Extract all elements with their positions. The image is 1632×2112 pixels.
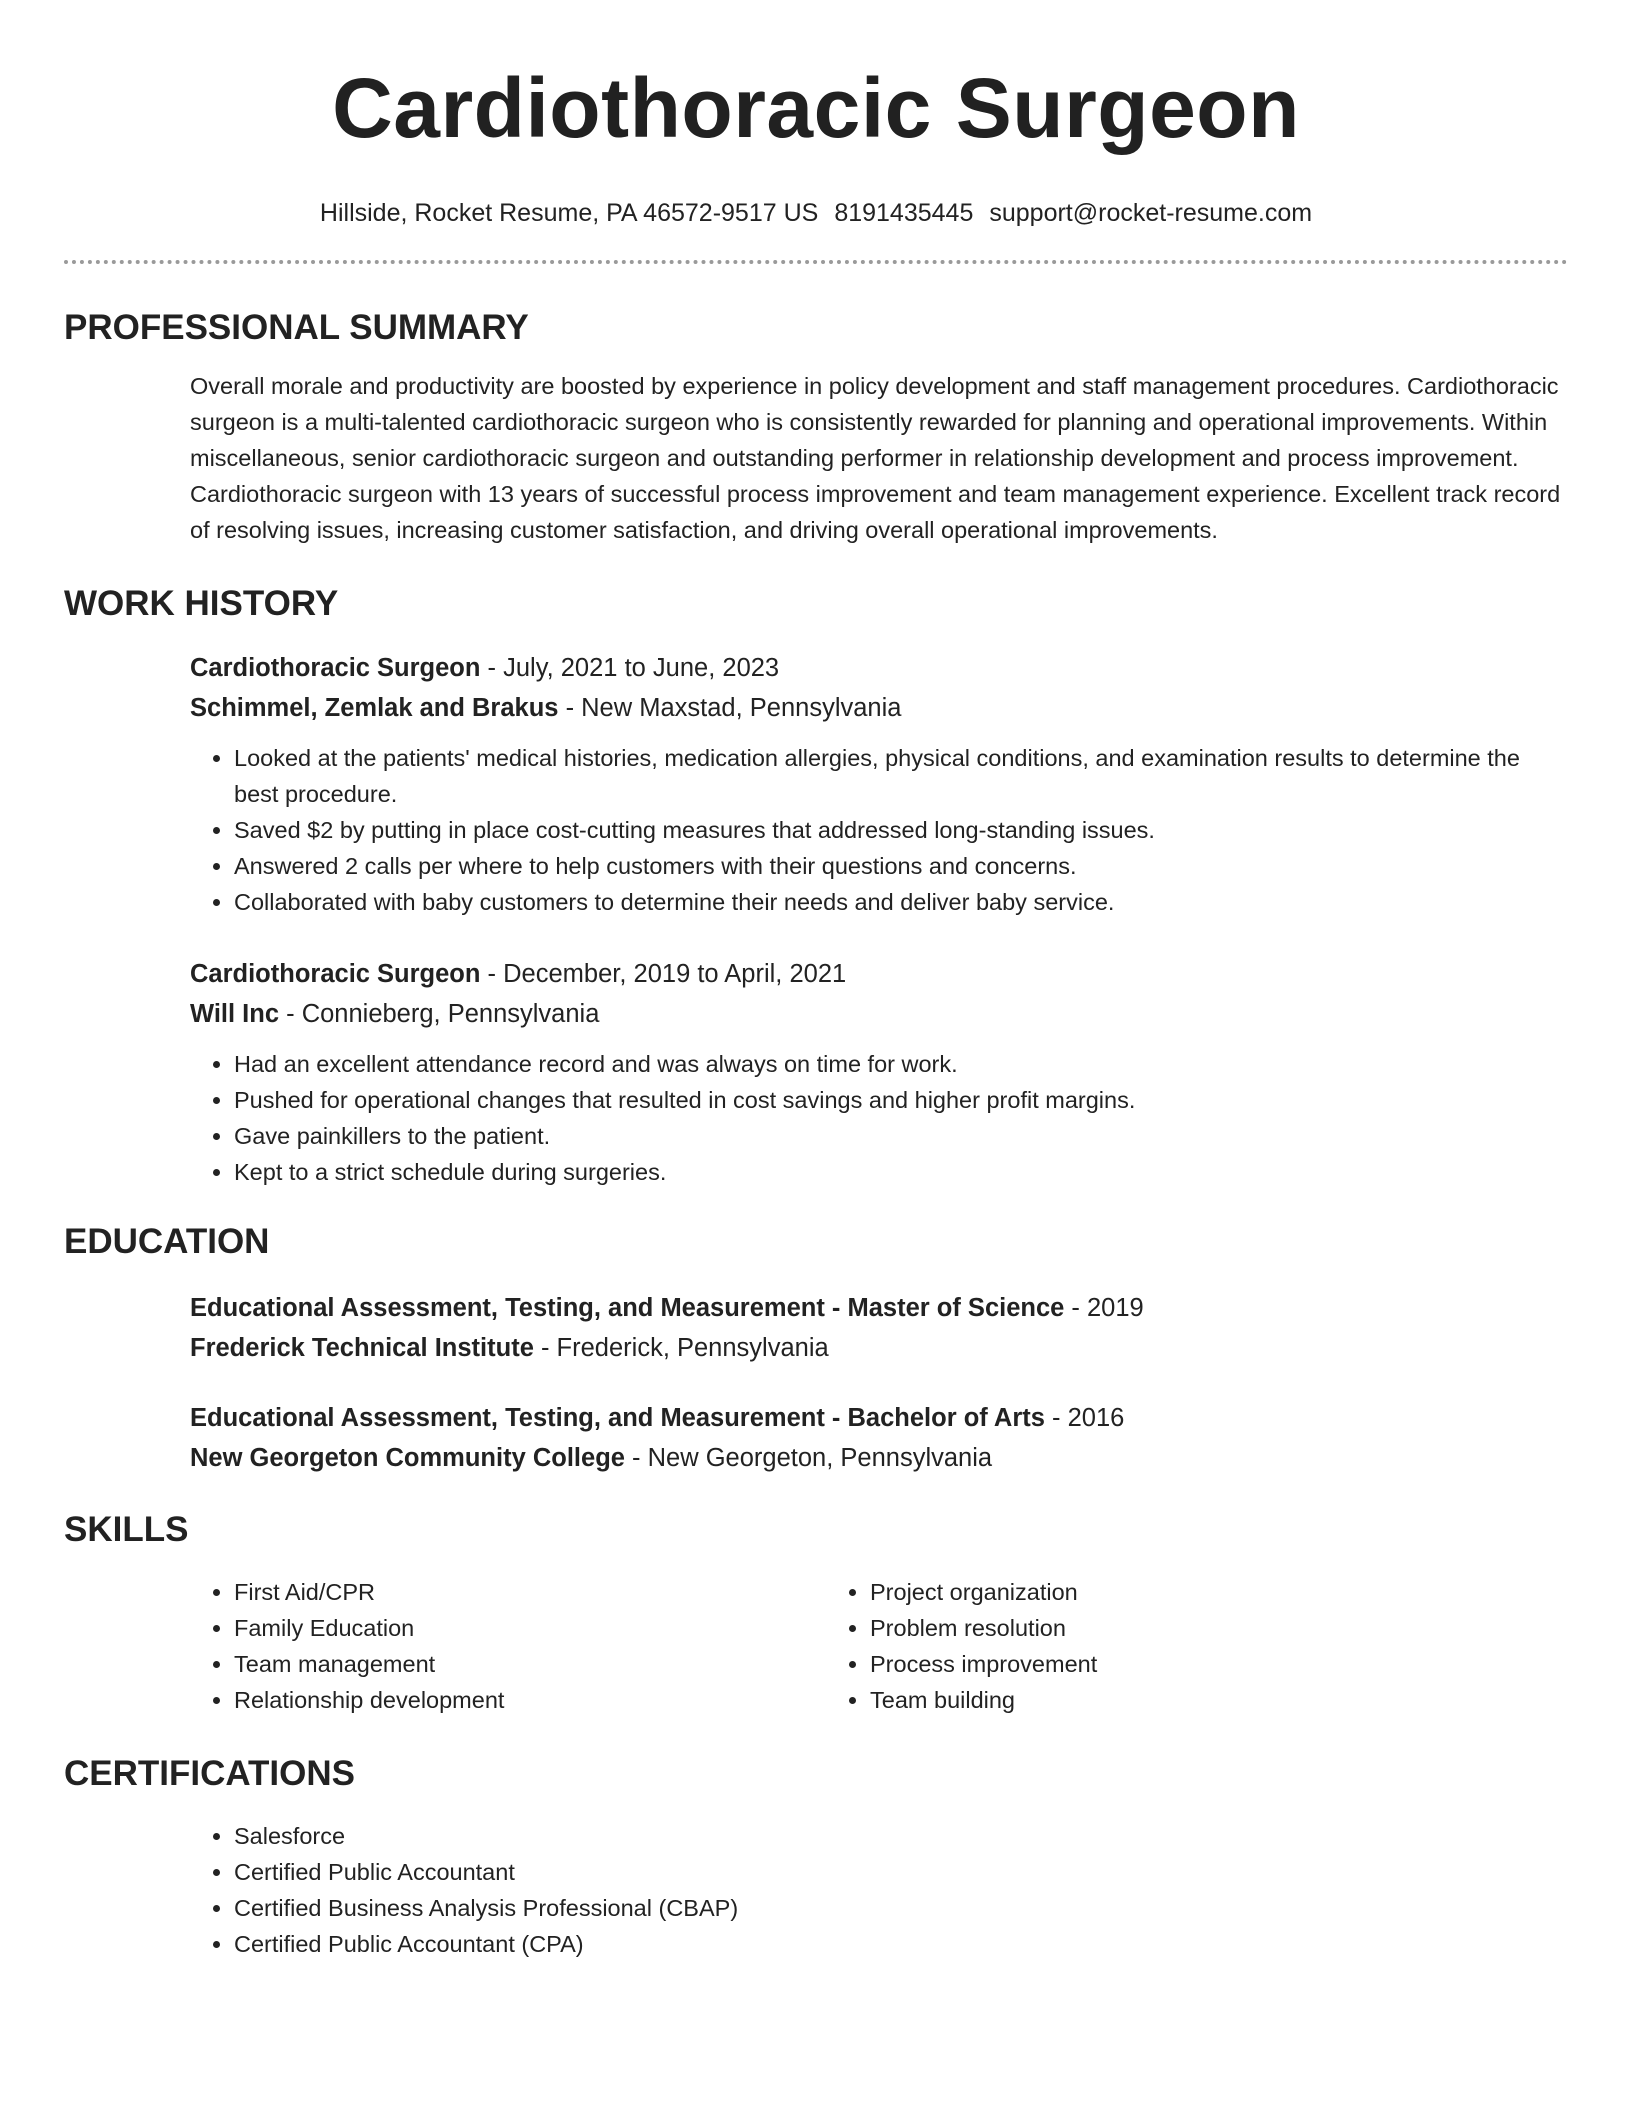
job-company-line (190, 994, 1568, 1034)
job-bullet: • Answered 2 calls per where to help customers with their questions and concerns. (234, 848, 1568, 884)
skills-column-right (826, 1574, 1462, 1718)
skill-item: • First Aid/CPR (234, 1574, 826, 1610)
skill-item: • Team building (870, 1682, 1462, 1718)
education-entry (190, 1398, 1568, 1478)
education-school: Frederick Technical Institute (190, 1334, 534, 1362)
education-entry (190, 1288, 1568, 1368)
summary-text: Overall morale and productivity are boosted by experience in policy development and staff management procedures. Cardiothoracic surgeon is a multi-talented cardiothoracic surgeon who is consistently rewarded for planning and operational improvements. Within miscellaneous, senior cardiothoracic surgeon and outstanding performer in relationship development and process improvement. Cardiothoracic surgeon with 13 years of successful process improvement and team management experience. Excellent track record of resolving issues, increasing customer satisfaction, and driving overall operational improvements. (190, 373, 1561, 543)
job-dates: - July, 2021 to June, 2023 (480, 654, 780, 682)
contact-phone: 8191435445 (834, 199, 974, 227)
skill-item: • Team management (234, 1646, 826, 1682)
job-entry (190, 648, 1568, 920)
skill-item: • Project organization (870, 1574, 1462, 1610)
job-entry (190, 954, 1568, 1190)
education-degree: Educational Assessment, Testing, and Measurement - Bachelor of Arts (190, 1404, 1045, 1432)
job-bullet: • Had an excellent attendance record and was always on time for work. (234, 1046, 1568, 1082)
certification-item: • Certified Business Analysis Professional (CBAP) (234, 1890, 1568, 1926)
job-bullet: • Kept to a strict schedule during surgeries. (234, 1154, 1568, 1190)
skills-column-left (190, 1574, 826, 1718)
work-history-heading: WORK HISTORY (64, 584, 339, 623)
certification-item: • Salesforce (234, 1818, 1568, 1854)
education-year: - 2016 (1044, 1404, 1125, 1432)
job-bullet: • Collaborated with baby customers to determine their needs and deliver baby service. (234, 884, 1568, 920)
contact-line (64, 196, 1568, 230)
job-company: Schimmel, Zemlak and Brakus (190, 694, 559, 722)
education-location: - Frederick, Pennsylvania (533, 1334, 829, 1362)
education-degree: Educational Assessment, Testing, and Measurement - Master of Science (190, 1294, 1065, 1322)
job-role: Cardiothoracic Surgeon (190, 960, 481, 988)
skill-item: • Process improvement (870, 1646, 1462, 1682)
header-divider (64, 260, 1568, 264)
job-bullets (190, 740, 1568, 920)
education-school-line (190, 1438, 1568, 1478)
contact-address: Hillside, Rocket Resume, PA 46572-9517 US (319, 199, 819, 227)
certifications-heading: CERTIFICATIONS (64, 1754, 356, 1793)
job-location: - Connieberg, Pennsylvania (279, 1000, 600, 1028)
contact-email: support@rocket-resume.com (989, 199, 1313, 227)
education-degree-line (190, 1288, 1568, 1328)
job-role: Cardiothoracic Surgeon (190, 654, 481, 682)
certification-item: • Certified Public Accountant (234, 1854, 1568, 1890)
education-location: - New Georgeton, Pennsylvania (624, 1444, 993, 1472)
job-company-line (190, 688, 1568, 728)
skills-heading: SKILLS (64, 1510, 189, 1549)
job-bullet: • Gave painkillers to the patient. (234, 1118, 1568, 1154)
job-bullet: • Pushed for operational changes that resulted in cost savings and higher profit margins. (234, 1082, 1568, 1118)
skills-grid (190, 1574, 1568, 1718)
job-location: - New Maxstad, Pennsylvania (558, 694, 902, 722)
certification-item: • Certified Public Accountant (CPA) (234, 1926, 1568, 1962)
skill-item: • Relationship development (234, 1682, 826, 1718)
certifications-list (190, 1818, 1568, 1962)
education-degree-line (190, 1398, 1568, 1438)
education-year: - 2019 (1064, 1294, 1144, 1322)
job-bullet: • Saved $2 by putting in place cost-cutting measures that addressed long-standing issues. (234, 812, 1568, 848)
education-heading: EDUCATION (64, 1222, 270, 1261)
resume-name: Cardiothoracic Surgeon (332, 61, 1300, 155)
education-school: New Georgeton Community College (190, 1444, 625, 1472)
job-title-line (190, 954, 1568, 994)
job-bullet: • Looked at the patients' medical histories, medication allergies, physical conditions, and examination results to determine the best procedure. (234, 740, 1568, 812)
education-school-line (190, 1328, 1568, 1368)
skill-item: • Family Education (234, 1610, 826, 1646)
job-bullets (190, 1046, 1568, 1190)
job-company: Will Inc (190, 1000, 280, 1028)
skill-item: • Problem resolution (870, 1610, 1462, 1646)
job-dates: - December, 2019 to April, 2021 (480, 960, 847, 988)
job-title-line (190, 648, 1568, 688)
summary-heading: PROFESSIONAL SUMMARY (64, 308, 529, 347)
